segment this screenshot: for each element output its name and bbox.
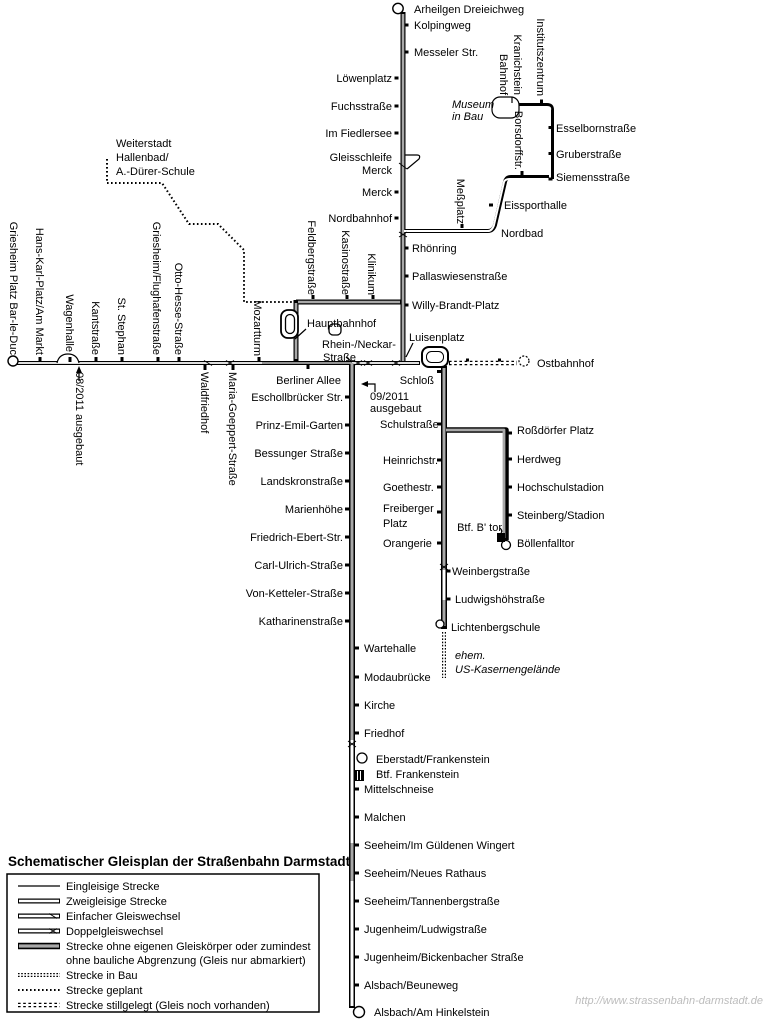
station-label: Seeheim/Im Güldenen Wingert: [364, 840, 515, 852]
ostbahnhof-loop: [519, 356, 529, 366]
station-label: Nordbad: [501, 228, 544, 240]
station-label: Messeler Str.: [414, 47, 479, 59]
station-label: Meßplatz: [454, 178, 466, 224]
planned-terminus-label: A.-Dürer-Schule: [116, 166, 195, 178]
griesheim-loop: [8, 356, 18, 366]
station-label: Friedhof: [364, 728, 405, 740]
legend-label: ohne bauliche Abgrenzung (Gleis nur abmarkiert): [66, 955, 306, 967]
wagenhalle-depot-loop: [57, 354, 79, 363]
station-label: Feldbergstraße: [305, 220, 317, 295]
station-label: Jugenheim/Ludwigstraße: [364, 924, 487, 936]
planned-terminus-label: Weiterstadt: [116, 138, 172, 150]
station-label: Maria-Goeppert-Straße: [226, 372, 238, 486]
station-label: Gleisschleife: [329, 152, 392, 164]
station-label: Borsdorffstr.: [512, 110, 524, 170]
station-label: Prinz-Emil-Garten: [255, 420, 343, 432]
station-label: Im Fiedlersee: [325, 128, 392, 140]
depot-label: Btf. B' tor: [457, 522, 502, 534]
station-label: Weinbergstraße: [452, 566, 531, 578]
legend-label: Strecke stillgelegt (Gleis noch vorhanden): [66, 1000, 270, 1012]
station-label: Siemensstraße: [556, 172, 630, 184]
legend-label: Eingleisige Strecke: [66, 881, 160, 893]
station-label: Rhein-/Neckar-: [322, 339, 396, 351]
station-label: Löwenplatz: [336, 73, 392, 85]
station-label: Katharinenstraße: [258, 616, 343, 628]
museum-label: in Bau: [452, 111, 484, 123]
station-label: Otto-Hesse-Straße: [172, 262, 184, 355]
station-label: Eberstadt/Frankenstein: [376, 754, 490, 766]
station-label: Bahnhof: [497, 54, 509, 95]
annotation-label: 09/2011: [370, 391, 409, 403]
station-label: Merck: [362, 165, 392, 177]
planned-terminus-label: Hallenbad/: [116, 152, 169, 164]
planned-line-weiterstadt: [107, 159, 293, 302]
area-label: ehem.: [455, 650, 486, 662]
station-label: Heinrichstr.: [383, 455, 439, 467]
station-label: Seeheim/Tannenbergstraße: [364, 896, 500, 908]
station-label: Pallaswiesenstraße: [412, 271, 508, 283]
station-label: Platz: [383, 518, 408, 530]
station-label: Landskronstraße: [260, 476, 343, 488]
station-label: Institutszentrum: [534, 18, 546, 96]
station-label: Hochschulstadion: [517, 482, 604, 494]
arheilgen-loop: [393, 3, 403, 13]
map-title: Schematischer Gleisplan der Straßenbahn Darmstadt: [8, 854, 351, 869]
station-label: Schulstraße: [380, 419, 439, 431]
eberstadt-loop: [357, 753, 367, 763]
station-label: Eschollbrücker Str.: [251, 392, 343, 404]
station-label: Kirche: [364, 700, 396, 712]
station-label: Merck: [362, 187, 392, 199]
station-label: Kantstraße: [89, 301, 101, 355]
station-label: Von-Ketteler-Straße: [245, 588, 343, 600]
area-label: US-Kasernengelände: [455, 664, 561, 676]
station-label: Wagenhalle: [63, 294, 75, 352]
station-label: Arheilgen Dreieichweg: [414, 4, 525, 16]
station-label: Berliner Allee: [276, 375, 341, 387]
merck-track-loop: [405, 155, 420, 169]
legend-label: Strecke ohne eigenen Gleiskörper oder zumindest: [66, 941, 311, 953]
station-label: Böllenfalltor: [517, 538, 575, 550]
station-label: Waldfriedhof: [198, 372, 210, 434]
annotation-label: 08/2011 ausgebaut: [73, 372, 85, 466]
station-label: Roßdörfer Platz: [517, 425, 595, 437]
station-label: Rhönring: [412, 243, 457, 255]
station-label: Lichtenbergschule: [451, 622, 541, 634]
station-label: Jugenheim/Bickenbacher Straße: [364, 952, 524, 964]
station-label: Fuchsstraße: [330, 101, 392, 113]
annotation-label: ausgebaut: [370, 403, 422, 415]
station-label: Klinikum: [365, 253, 377, 295]
station-label: Alsbach/Am Hinkelstein: [374, 1007, 490, 1019]
station-label: Kasinostraße: [339, 230, 351, 295]
lichtenbergschule-loop: [436, 620, 444, 628]
watermark-url: http://www.strassenbahn-darmstadt.de: [575, 995, 763, 1007]
station-label: Kranichstein: [511, 34, 523, 95]
station-label: Luisenplatz: [409, 332, 465, 344]
station-labels-vertical: [7, 18, 546, 485]
hauptbahnhof-loop-inner: [286, 315, 295, 334]
station-label: Alsbach/Beuneweg: [364, 980, 459, 992]
station-label: Hauptbahnhof: [307, 318, 377, 330]
station-label: Esselbornstraße: [556, 123, 637, 135]
station-label: Straße: [323, 352, 357, 364]
legend-symbol-single-crossover: [18, 914, 60, 919]
station-label: Nordbahnhof: [328, 213, 392, 225]
station-label: Mozartturm: [251, 300, 263, 356]
depot-frankenstein-icon: [355, 770, 364, 781]
station-label: Wartehalle: [364, 643, 417, 655]
depot-boellenfalltor-icon: [497, 533, 505, 542]
station-label: Griesheim/Flughafenstraße: [150, 221, 162, 355]
station-label: Mittelschneise: [364, 784, 434, 796]
station-label: Marienhöhe: [284, 504, 343, 516]
station-label: Schloß: [399, 375, 434, 387]
station-label: Gruberstraße: [556, 149, 622, 161]
station-label: Hans-Karl-Platz/Am Markt: [33, 227, 45, 355]
station-label: Ostbahnhof: [537, 358, 594, 370]
legend-label: Strecke in Bau: [66, 970, 138, 982]
legend-symbol-double-crossover: [18, 929, 60, 934]
station-label: Friedrich-Ebert-Str.: [250, 532, 343, 544]
station-label: Kolpingweg: [414, 20, 471, 32]
legend-label: Doppelgleiswechsel: [66, 926, 164, 938]
station-label: Malchen: [364, 812, 406, 824]
station-label: Willy-Brandt-Platz: [412, 300, 500, 312]
legend-label: Strecke geplant: [66, 985, 143, 997]
museum-label: Museum: [452, 99, 495, 111]
station-label: Steinberg/Stadion: [517, 510, 605, 522]
station-label: Eissporthalle: [504, 200, 567, 212]
legend-label: Zweigleisige Strecke: [66, 896, 167, 908]
alsbach-loop: [354, 1007, 365, 1018]
station-label: Herdweg: [517, 454, 562, 466]
station-label: Seeheim/Neues Rathaus: [364, 868, 487, 880]
legend: [7, 854, 351, 1012]
station-label: Carl-Ulrich-Straße: [254, 560, 343, 572]
station-label: Bessunger Straße: [254, 448, 343, 460]
station-label: Orangerie: [383, 538, 432, 550]
station-label: Goethestr.: [383, 482, 434, 494]
station-label: Ludwigshöhstraße: [455, 594, 545, 606]
station-label: Modaubrücke: [364, 672, 431, 684]
luisenplatz-loop-inner: [427, 352, 444, 363]
station-label: Griesheim Platz Bar-le-Duc: [7, 221, 19, 355]
legend-label: Einfacher Gleiswechsel: [66, 911, 181, 923]
station-label: St. Stephan: [115, 297, 127, 355]
station-label: Freiberger: [383, 503, 434, 515]
depot-label: Btf. Frankenstein: [376, 769, 460, 781]
